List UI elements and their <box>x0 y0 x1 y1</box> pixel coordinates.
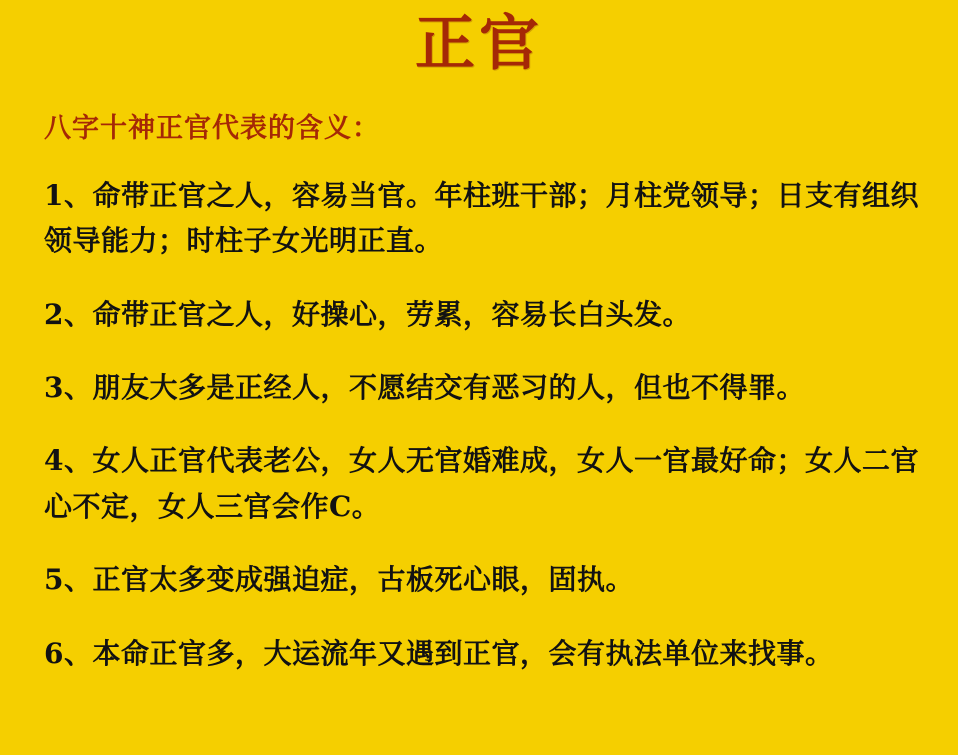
list-item: 6、本命正官多，大运流年又遇到正官，会有执法单位来找事。 <box>44 636 834 670</box>
list-item: 3、朋友大多是正经人，不愿结交有恶习的人，但也不得罪。 <box>44 371 805 405</box>
page-title: 正官 <box>415 9 543 79</box>
list-item: 4、女人正官代表老公，女人无官婚难成，女人一官最好命；女人二官心不定，女人三官会作C。 <box>44 444 919 523</box>
document-body <box>0 106 958 676</box>
list-item: 5、正官太多变成强迫症，古板死心眼，固执。 <box>44 563 634 597</box>
meaning-list <box>44 173 920 676</box>
list-item: 2、命带正官之人，好操心，劳累，容易长白头发。 <box>44 297 691 331</box>
section-subtitle: 八字十神正官代表的含义： <box>44 113 380 144</box>
list-item: 1、命带正官之人，容易当官。年柱班干部；月柱党领导；日支有组织领导能力；时柱子女光明正直。 <box>44 179 919 258</box>
